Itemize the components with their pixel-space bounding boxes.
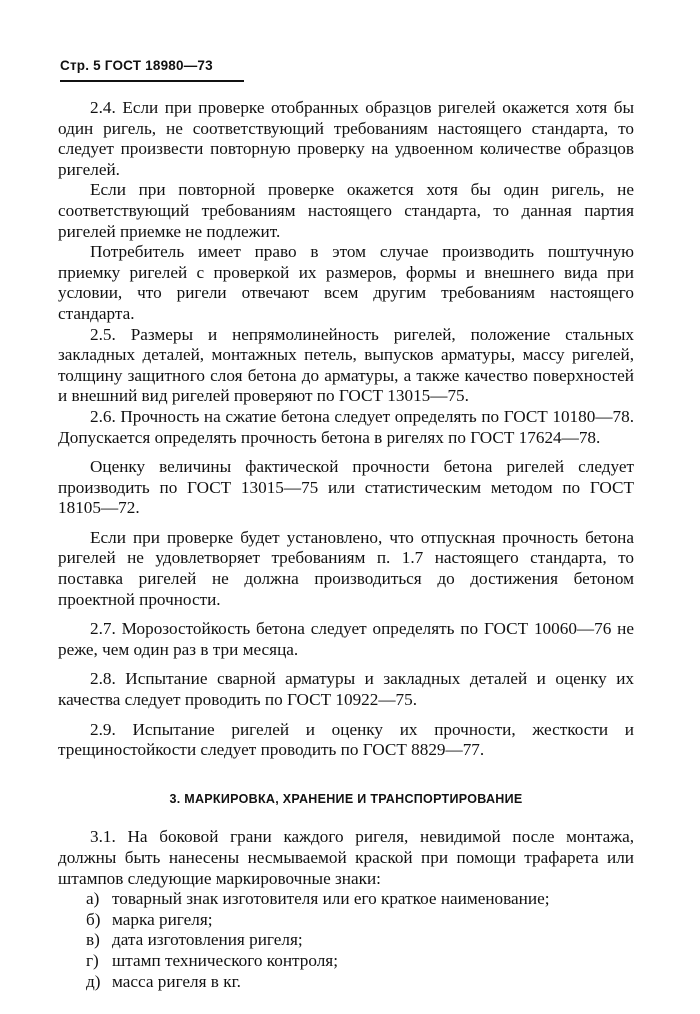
list-text: марка ригеля; <box>112 909 213 929</box>
clause-2-5: 2.5. Размеры и непрямолинейность ригелей, положение стальных закладных деталей, монтажных петель, выпусков арматуры, массу ригелей, толщину защитного слоя бетона до арматуры, а также качество поверхностей и внешний вид ригелей проверяют по ГОСТ 13015—75. <box>58 324 634 406</box>
header-rule <box>60 80 244 82</box>
clause-2-4-consumer: Потребитель имеет право в этом случае производить поштучную приемку ригелей с проверкой их размеров, формы и внешнего вида при условии, что ригели отвечают всем другим требованиям настоящего стандарта. <box>58 242 634 323</box>
clause-2-4-repeat: Если при повторной проверке окажется хотя бы один ригель, не соответствующий требованиям настоящего стандарта, то данная партия ригелей приемке не подлежит. <box>58 180 634 241</box>
list-text: штамп технического контроля; <box>112 950 338 970</box>
section-3-title: 3. МАРКИРОВКА, ХРАНЕНИЕ И ТРАНСПОРТИРОВАНИЕ <box>169 791 523 806</box>
clause-2-4: 2.4. Если при проверке отобранных образцов ригелей окажется хотя бы один ригель, не соответствующий требованиям настоящего стандарта, то следует произвести повторную проверку на удвоенном количестве образцов ригелей. <box>58 98 634 179</box>
list-letter: г) <box>86 950 99 970</box>
clause-2-6-evaluation: Оценку величины фактической прочности бетона ригелей следует производить по ГОСТ 13015—75 или статистическим методом по ГОСТ 18105—72. <box>58 457 634 518</box>
list-text: масса ригеля в кг. <box>112 971 241 991</box>
list-letter: в) <box>86 930 100 950</box>
clause-3-1: 3.1. На боковой грани каждого ригеля, невидимой после монтажа, должны быть нанесены несмываемой краской при помощи трафарета или штампов следующие маркировочные знаки: <box>58 827 634 888</box>
list-text: товарный знак изготовителя или его краткое наименование; <box>112 889 550 909</box>
list-item <box>86 889 634 910</box>
marking-list <box>58 889 634 992</box>
page-header: Стр. 5 ГОСТ 18980—73 <box>60 58 213 73</box>
list-text: дата изготовления ригеля; <box>112 930 303 950</box>
list-item <box>86 972 634 993</box>
clause-2-9: 2.9. Испытание ригелей и оценку их прочности, жесткости и трещиностойкости следует проводить по ГОСТ 8829—77. <box>58 719 634 760</box>
clause-2-6: 2.6. Прочность на сжатие бетона следует определять по ГОСТ 10180—78. Допускается определять прочность бетона в ригелях по ГОСТ 17624—78. <box>58 406 634 447</box>
list-item <box>86 951 634 972</box>
document-body <box>58 98 634 992</box>
list-letter: а) <box>86 889 100 909</box>
clause-2-6-delivery: Если при проверке будет установлено, что отпускная прочность бетона ригелей не удовлетворяет требованиям п. 1.7 настоящего стандарта, то поставка ригелей не должна производиться до достижения бетоном проектной прочности. <box>58 527 634 609</box>
clause-2-8: 2.8. Испытание сварной арматуры и закладных деталей и оценку их качества следует проводить по ГОСТ 10922—75. <box>58 669 634 710</box>
list-letter: б) <box>86 909 101 929</box>
list-item <box>86 930 634 951</box>
list-letter: д) <box>86 971 101 991</box>
clause-2-7: 2.7. Морозостойкость бетона следует определять по ГОСТ 10060—76 не реже, чем один раз в три месяца. <box>58 619 634 659</box>
list-item <box>86 910 634 931</box>
